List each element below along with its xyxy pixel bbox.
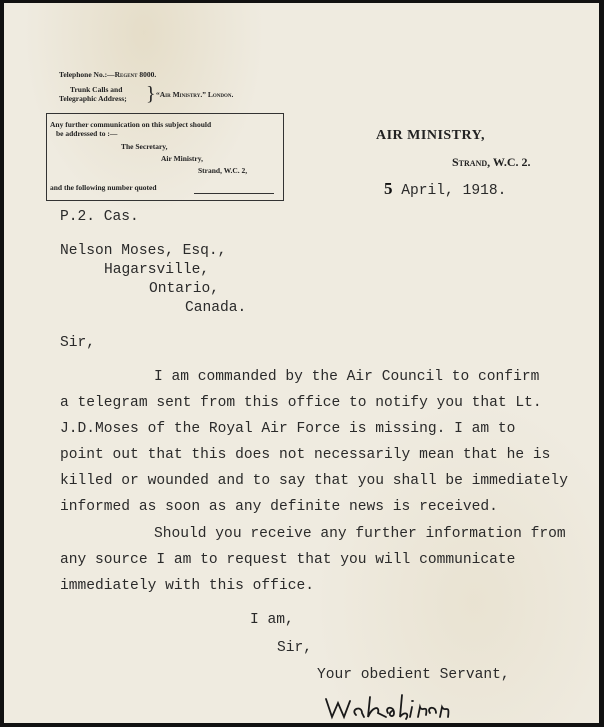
letter-date (384, 179, 506, 199)
box-line-6: and the following number quoted (50, 183, 157, 192)
box-line-5: Strand, W.C. 2, (198, 166, 248, 175)
recipient-line-1: Nelson Moses, Esq., (60, 243, 227, 259)
body-line-6: informed as soon as any definite news is received. (60, 499, 498, 515)
letter-page (4, 3, 599, 723)
date-day-handwritten: 5 (384, 179, 393, 198)
salutation: Sir, (60, 335, 96, 351)
org-address (452, 155, 531, 170)
closing-sir: Sir, (277, 640, 313, 656)
body-line-9: immediately with this office. (60, 578, 314, 594)
telegraphic-city: London. (207, 90, 234, 99)
signature (322, 691, 462, 723)
body-line-1: I am commanded by the Air Council to confirm (154, 369, 540, 385)
telegraphic-name: “Air Ministry.” (156, 90, 206, 99)
org-name: AIR MINISTRY, (376, 128, 485, 143)
body-line-5: killed or wounded and to say that you shall be immediately (60, 473, 568, 489)
recipient-line-3: Ontario, (149, 281, 220, 297)
strand: Strand, (452, 155, 491, 169)
box-line-2: be addressed to :— (56, 129, 118, 138)
reference-number-line (194, 193, 274, 194)
reference: P.2. Cas. (60, 209, 139, 225)
date-rest: April, 1918. (401, 183, 507, 199)
telephone-value: Regent 8000. (114, 70, 157, 79)
body-line-2: a telegram sent from this office to notify you that Lt. (60, 395, 542, 411)
trunk-label-2: Telegraphic Address; (59, 94, 127, 103)
body-line-7: Should you receive any further information from (154, 526, 566, 542)
box-line-3: The Secretary, (121, 142, 168, 151)
closing-servant: Your obedient Servant, (317, 667, 510, 683)
recipient-line-4: Canada. (185, 300, 247, 316)
telephone-line (59, 70, 156, 79)
box-line-1: Any further communication on this subject should (50, 120, 212, 129)
body-line-8: any source I am to request that you will communicate (60, 552, 516, 568)
closing-i-am: I am, (250, 612, 294, 628)
brace: } (146, 83, 156, 105)
postcode: W.C. 2. (492, 155, 531, 169)
body-line-4: point out that this does not necessarily mean that he is (60, 447, 551, 463)
telegraphic-address (156, 90, 233, 99)
recipient-line-2: Hagarsville, (104, 262, 210, 278)
trunk-label-1: Trunk Calls and (70, 85, 123, 94)
body-line-3: J.D.Moses of the Royal Air Force is missing. I am to (60, 421, 516, 437)
telephone-label: Telephone No.:— (59, 70, 115, 79)
box-line-4: Air Ministry, (161, 154, 203, 163)
